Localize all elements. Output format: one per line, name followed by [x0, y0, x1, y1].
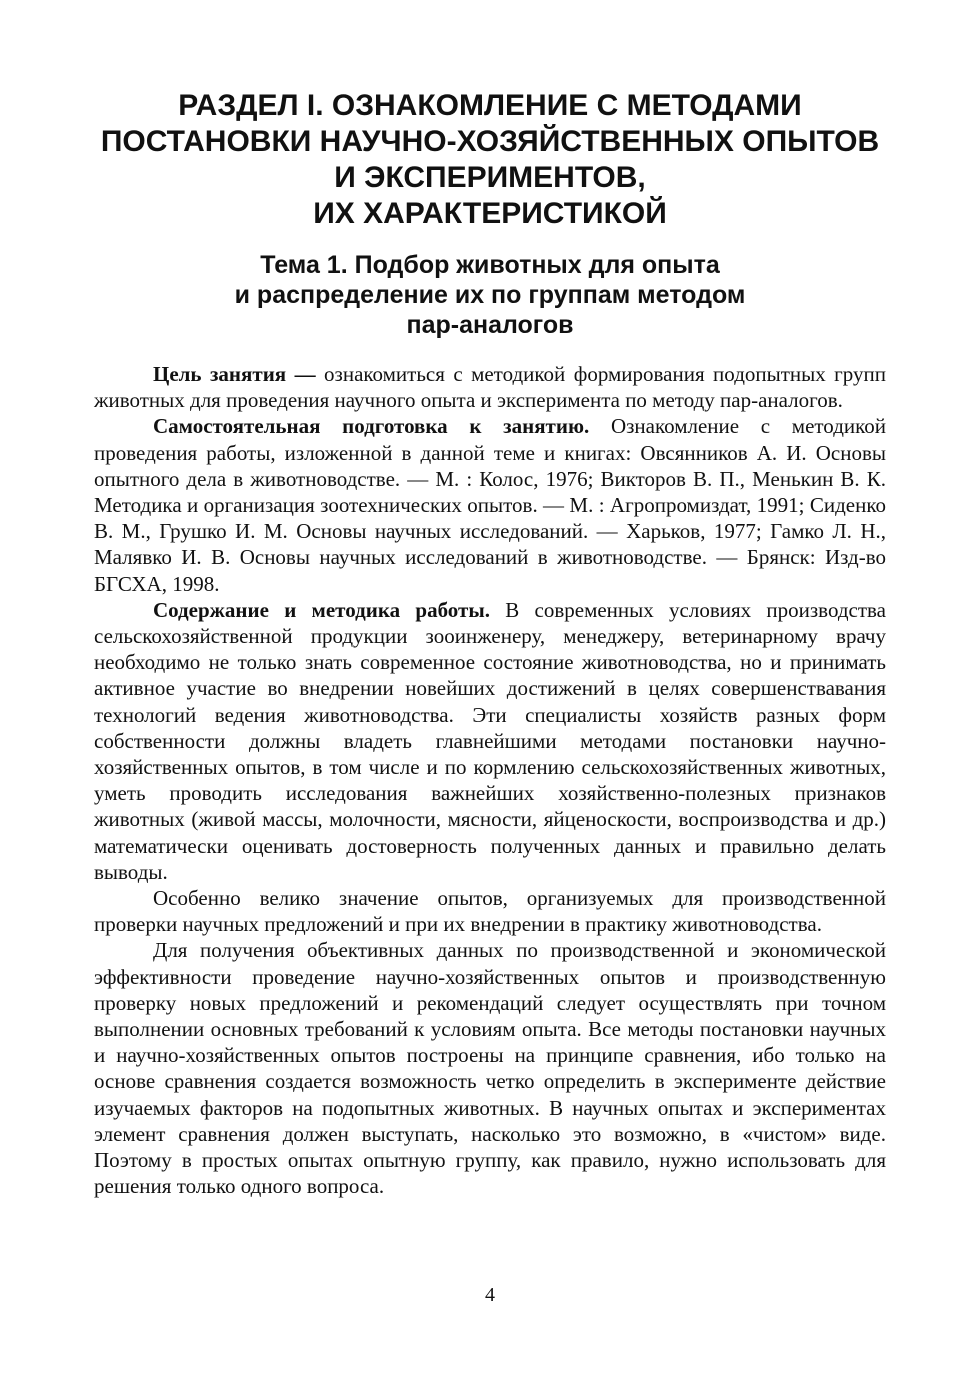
page-number: 4 — [485, 1284, 495, 1306]
paragraph-text: Особенно велико значение опытов, организуемых для производственной проверки научных предложений и при их внедрении в практику животноводства. — [94, 886, 886, 937]
paragraph-goal — [94, 361, 886, 413]
paragraph-lead: Цель занятия — — [153, 362, 316, 386]
topic-title-line: Тема 1. Подбор животных для опыта — [260, 251, 720, 279]
paragraph-text: Для получения объективных данных по производственной и экономической эффективности проведение научно-хозяйственных опытов и производственную проверку новых предложений и рекомендаций следует осуществлять при точном выполнении основных требований к условиям опыта. Все методы постановки научных и научно-хозяйственных опытов построены на принципе сравнения, ибо только на основе сравнения создается возможность четко определить в эксперименте действие изучаемых факторов на подопытных животных. В научных опытах и экспериментах элемент сравнения должен выступать, насколько это возможно, в «чистом» виде. Поэтому в простых опытах опытную группу, как правило, нужно использовать для решения только одного вопроса. — [94, 938, 886, 1199]
paragraph-preparation — [94, 413, 886, 596]
topic-title-line: и распределение их по группам методом — [234, 281, 746, 309]
paragraph-content — [94, 597, 886, 885]
paragraph-significance — [94, 885, 886, 937]
paragraph-lead: Содержание и методика работы. — [153, 597, 490, 622]
body-text — [94, 361, 886, 1200]
paragraph-methods — [94, 937, 886, 1199]
section-title-line: ПОСТАНОВКИ НАУЧНО-ХОЗЯЙСТВЕННЫХ ОПЫТОВ — [100, 125, 880, 158]
section-title-line: ИХ ХАРАКТЕРИСТИКОЙ — [313, 197, 667, 230]
section-title — [94, 88, 886, 232]
topic-title — [94, 250, 886, 340]
paragraph-lead: Самостоятельная подготовка к занятию. — [153, 414, 590, 439]
topic-title-line: пар-аналогов — [406, 311, 574, 339]
paragraph-text: В современных условиях производства сельскохозяйственной продукции зооинженеру, менеджеру, ветеринарному врачу необходимо не только знать современное состояние животноводства, но и принимать активное участие во внедрении новейших достижений в целях совершенствавания технологий ведения животноводства. Эти специалисты хозяйств разных форм собственности должны владеть главнейшими методами постановки научно-хозяйственных опытов, в том числе и по кормлению сельскохозяйственных животных, уметь проводить исследования важнейших хозяйственно-полезных признаков животных (живой массы, молочности, мясности, яйценоскости, воспроизводства и др.) математически оценивать достоверность полученных данных и правильно делать выводы. — [94, 597, 886, 884]
paragraph-text: ознакомиться с методикой формирования подопытных групп животных для проведения научного опыта и эксперимента по методу пар-аналогов. — [94, 362, 886, 413]
section-title-line: РАЗДЕЛ I. ОЗНАКОМЛЕНИЕ С МЕТОДАМИ — [178, 89, 802, 122]
paragraph-text: Ознакомление с методикой проведения работы, изложенной в данной теме и книгах: Овсянников А. И. Основы опытного дела в животноводстве. — М. : Колос, 1976; Викторов В. П., Менькин В. К. Методика и организация зоотехнических опытов. — М. : Агропромиздат, 1991; Сиденко В. М., Грушко И. М. Основы научных исследований. — Харьков, 1977; Гамко Л. Н., Малявко И. В. Основы научных исследований в животноводстве. — Брянск: Изд-во БГСХА, 1998. — [94, 414, 886, 596]
section-title-line: И ЭКСПЕРИМЕНТОВ, — [334, 161, 646, 194]
